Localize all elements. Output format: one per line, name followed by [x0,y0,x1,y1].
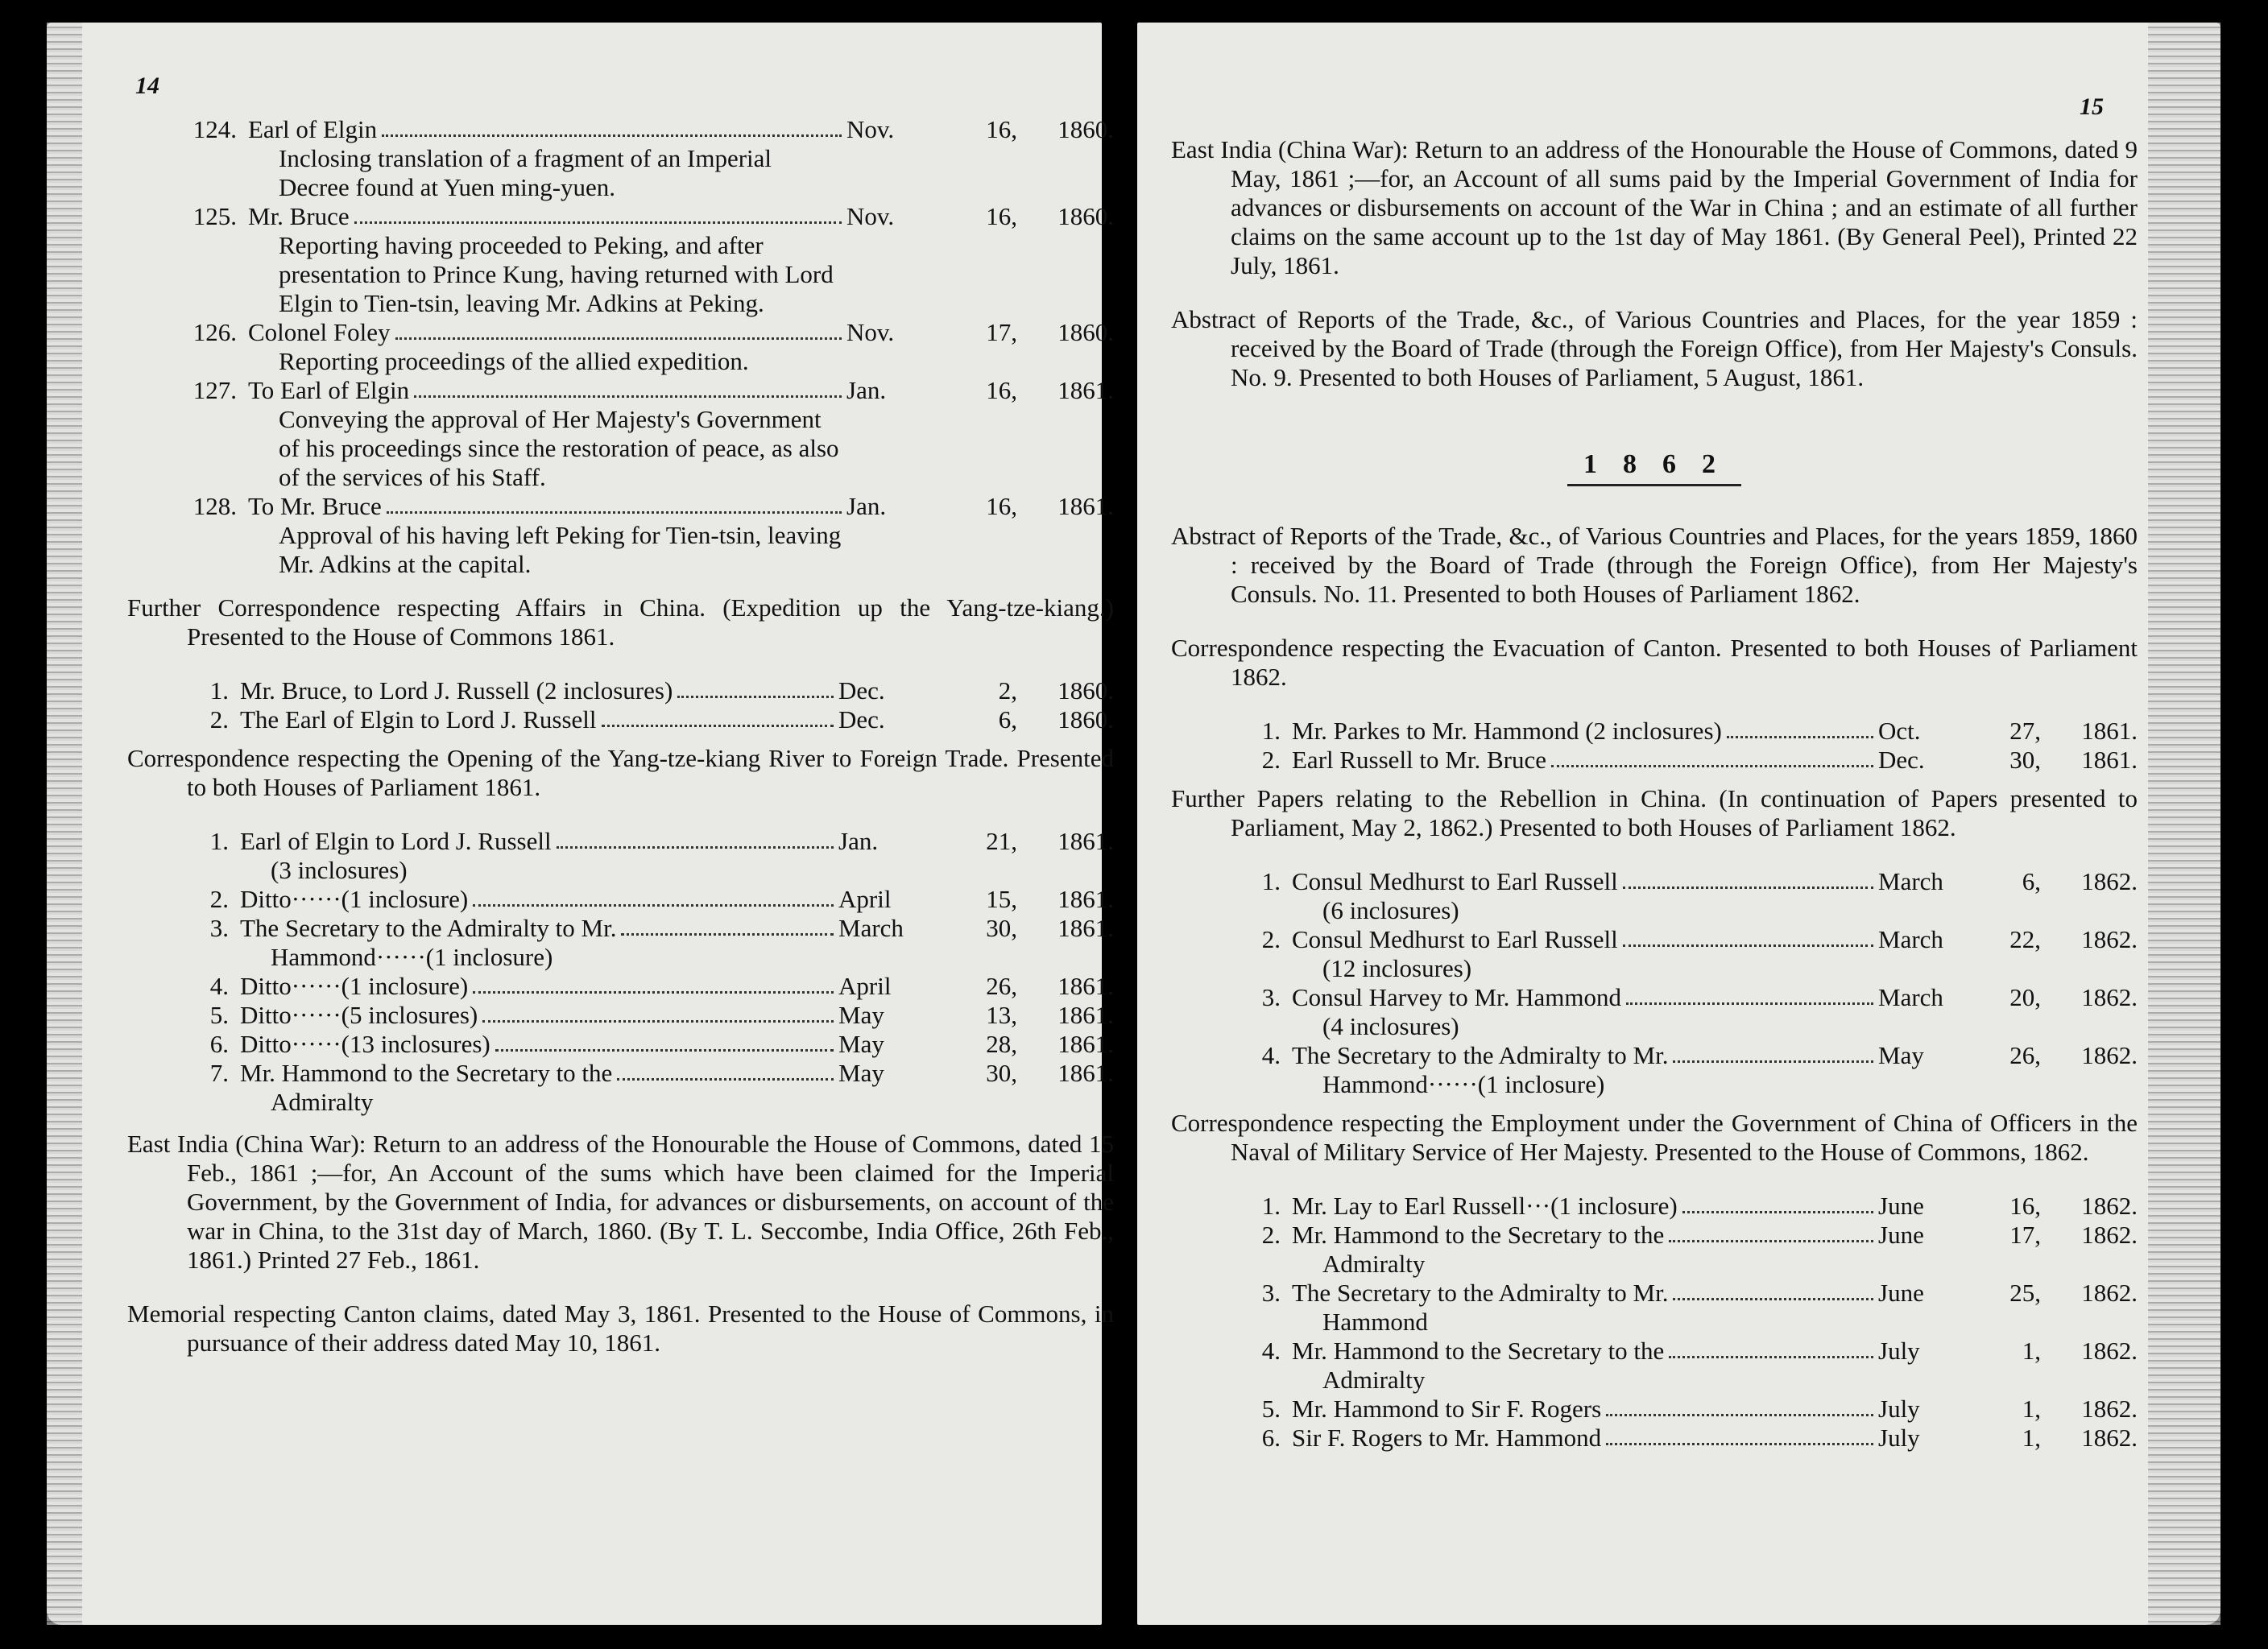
date-year: 1861. [1057,1030,1114,1058]
date-day: 26, [986,972,1017,1000]
item-title: To Mr. Bruce [248,492,382,520]
item-title-line [248,492,846,521]
date-year: 1860. [1057,676,1114,705]
right-page-content [1171,135,2138,1453]
list-item [127,885,1114,914]
item-title-line [240,676,838,705]
date-day: 17, [986,318,1017,346]
item-title-line [240,885,838,914]
date-month: May [838,1059,884,1087]
item-title-line [1292,1395,1878,1424]
item-description: Admiralty [1322,1250,1426,1278]
item-title-line [240,914,838,943]
date-day: 13, [986,1001,1017,1029]
item-number: 5. [209,1001,229,1029]
date-day: 1, [2022,1337,2041,1365]
date-day: 26, [2009,1041,2041,1069]
item-title: Earl of Elgin to Lord J. Russell [240,827,552,855]
item-list [1171,717,2138,775]
leader-dots [382,115,842,137]
list-item [1171,1221,2138,1279]
item-title: Earl Russell to Mr. Bruce [1292,746,1546,774]
item-title-line [1292,1424,1878,1453]
leader-dots [395,318,842,340]
section-heading: Correspondence respecting the Employment under the Government of China of Officers in the Naval of Military Service of Her Majesty. Presented to the House of Commons, 1862. [1171,1109,2138,1166]
year-heading: 1862 [1171,450,2138,486]
item-number: 6. [209,1030,229,1058]
date-year: 1861. [2081,746,2138,774]
leader-dots [557,827,834,849]
item-list [127,827,1114,1117]
date-day: 2, [998,676,1017,705]
date-day: 1, [2022,1424,2041,1452]
right-page [1137,23,2220,1625]
item-title-line [1292,867,1878,896]
date-day: 6, [2022,867,2041,895]
item-description: (4 inclosures) [1322,1012,1459,1040]
item-number: 6. [1261,1424,1281,1452]
item-number: 3. [1261,983,1281,1011]
memorial-paragraph: Memorial respecting Canton claims, dated May 3, 1861. Presented to the House of Commons, in pursuance of their address dated May 10, 1861. [127,1300,1114,1357]
date-month: June [1878,1192,1924,1220]
date-year: 1862. [2081,1424,2138,1452]
page-number: 14 [135,72,159,99]
date-year: 1861. [2081,717,2138,745]
list-item [127,202,1114,318]
item-title-line [1292,717,1878,746]
date-year: 1862. [2081,1041,2138,1069]
date-day: 17, [2009,1221,2041,1249]
date-day: 6, [998,705,1017,734]
date-day: 16, [986,492,1017,520]
item-title-line [248,202,846,231]
item-description: (3 inclosures) [271,856,408,884]
list-item [1171,983,2138,1041]
east-india-paragraph: East India (China War): Return to an address of the Honourable the House of Commons, dated 15 Feb., 1861 ;—for, An Account of the sums which have been claimed for the Imperial Government, by the Government of India, for advances or disbursements, on account of the war in China, to the 31st day of March, 1860. (By T. L. Seccombe, India Office, 26th Feb., 1861.) Printed 27 Feb., 1861. [127,1130,1114,1274]
list-item [127,705,1114,734]
item-description: Admiralty [1322,1366,1426,1394]
item-number: 5. [1261,1395,1281,1423]
date-month: March [1878,983,1943,1011]
date-year: 1860. [1057,115,1114,143]
list-item [1171,746,2138,775]
list-item [127,1030,1114,1059]
item-title: To Earl of Elgin [248,376,410,404]
item-number: 1. [1261,1192,1281,1220]
leader-dots [1551,746,1873,767]
item-description: Hammond [1322,1308,1428,1336]
item-title: Earl of Elgin [248,115,378,143]
date-month: March [838,914,904,942]
list-item [127,115,1114,202]
date-year: 1861. [1057,492,1114,520]
date-month: May [1878,1041,1924,1069]
date-month: Dec. [838,705,885,734]
left-page [47,23,1114,1625]
item-title-line [240,972,838,1001]
list-item [1171,1424,2138,1453]
date-month: Oct. [1878,717,1921,745]
leader-dots [387,492,842,514]
leader-dots [473,885,834,907]
page-edge-shadow [2148,23,2220,1625]
date-day: 16, [986,202,1017,230]
item-number: 7. [209,1059,229,1087]
item-title: The Secretary to the Admiralty to Mr. [1292,1041,1669,1069]
leader-dots [677,676,834,698]
list-item [127,972,1114,1001]
item-description: Inclosing translation of a fragment of an Imperial Decree found at Yuen ming-yuen. [279,144,772,201]
list-item [127,827,1114,885]
item-title: Mr. Parkes to Mr. Hammond (2 inclosures) [1292,717,1722,745]
date-day: 30, [986,1059,1017,1087]
item-list [1171,867,2138,1099]
item-title-line [1292,746,1878,775]
page-edge-shadow [47,23,82,1625]
item-title: Mr. Lay to Earl Russell···(1 inclosure) [1292,1192,1678,1220]
item-number: 2. [1261,1221,1281,1249]
item-title: The Secretary to the Admiralty to Mr. [1292,1279,1669,1307]
item-title-line [1292,983,1878,1012]
item-title: Mr. Hammond to the Secretary to the [240,1059,613,1087]
item-number: 127. [192,376,237,404]
date-month: May [838,1001,884,1029]
item-number: 1. [209,676,229,705]
list-item [127,1001,1114,1030]
date-day: 30, [2009,746,2041,774]
date-year: 1861. [1057,972,1114,1000]
leader-dots [602,705,834,727]
leader-dots [414,376,842,398]
date-year: 1862. [2081,867,2138,895]
item-title-line [1292,1337,1878,1366]
date-year: 1862. [2081,925,2138,953]
date-day: 27, [2009,717,2041,745]
leader-dots [1606,1395,1873,1416]
item-title: Ditto······(5 inclosures) [240,1001,478,1029]
date-day: 20, [2009,983,2041,1011]
date-day: 22, [2009,925,2041,953]
item-title-line [248,318,846,347]
abstract-paragraph: Abstract of Reports of the Trade, &c., of Various Countries and Places, for the years 1859, 1860 : received by the Board of Trade (through the Foreign Office), from Her Majesty's Consuls. No. 11. Presented to both Houses of Parliament 1862. [1171,522,2138,608]
section-heading: Further Papers relating to the Rebellion in China. (In continuation of Papers presented to Parliament, May 2, 1862.) Presented to both Houses of Parliament 1862. [1171,784,2138,841]
item-title-line [1292,925,1878,954]
date-year: 1861. [1057,1059,1114,1087]
item-title: The Secretary to the Admiralty to Mr. [240,914,617,942]
item-number: 4. [209,972,229,1000]
item-title: Consul Medhurst to Earl Russell [1292,867,1618,895]
date-year: 1862. [2081,983,2138,1011]
date-month: March [1878,867,1943,895]
date-year: 1860. [1057,318,1114,346]
item-title: Sir F. Rogers to Mr. Hammond [1292,1424,1602,1452]
east-india-paragraph: East India (China War): Return to an address of the Honourable the House of Commons, dated 9 May, 1861 ;—for, an Account of all sums paid by the Imperial Government of India for advances or disbursements on account of the War in China ; and an estimate of all further claims on the same account up to the 1st day of May 1861. (By General Peel), Printed 22 July, 1861. [1171,135,2138,279]
date-day: 1, [2022,1395,2041,1423]
item-title: Mr. Hammond to Sir F. Rogers [1292,1395,1602,1423]
item-description: Admiralty [271,1088,374,1116]
date-month: Jan. [846,492,887,520]
list-item [1171,1041,2138,1099]
list-item [1171,925,2138,983]
list-item [1171,1279,2138,1337]
item-number: 4. [1261,1041,1281,1069]
date-month: July [1878,1337,1920,1365]
item-list [127,676,1114,734]
item-title: The Earl of Elgin to Lord J. Russell [240,705,597,734]
item-number: 124. [192,115,237,143]
item-title: Mr. Bruce [248,202,350,230]
leader-dots [1606,1424,1873,1445]
list-item [127,376,1114,492]
item-number: 1. [209,827,229,855]
date-month: April [838,972,892,1000]
date-month: Nov. [846,202,895,230]
item-description: (12 inclosures) [1322,954,1472,982]
section-heading: Correspondence respecting the Evacuation of Canton. Presented to both Houses of Parliament 1862. [1171,634,2138,691]
date-day: 15, [986,885,1017,913]
date-day: 16, [986,376,1017,404]
item-title-line [1292,1221,1878,1250]
item-title: Ditto······(1 inclosure) [240,972,469,1000]
item-number: 2. [1261,746,1281,774]
date-year: 1862. [2081,1279,2138,1307]
item-list [1171,1192,2138,1453]
date-day: 16, [986,115,1017,143]
leader-dots [1623,925,1873,947]
leader-dots [621,914,834,936]
list-item [1171,1192,2138,1221]
date-month: March [1878,925,1943,953]
date-month: July [1878,1424,1920,1452]
list-item [1171,867,2138,925]
item-number: 125. [192,202,237,230]
list-item [1171,1395,2138,1424]
item-description: Reporting having proceeded to Peking, and after presentation to Prince Kung, having returned with Lord Elgin to Tien-tsin, leaving Mr. Adkins at Peking. [279,231,834,317]
date-year: 1862. [2081,1192,2138,1220]
date-year: 1860. [1057,202,1114,230]
item-title: Ditto······(1 inclosure) [240,885,469,913]
item-number: 3. [1261,1279,1281,1307]
item-title-line [1292,1041,1878,1070]
item-title: Colonel Foley [248,318,391,346]
date-month: Dec. [1878,746,1925,774]
item-number: 2. [209,705,229,734]
leader-dots [482,1001,834,1023]
item-number: 3. [209,914,229,942]
item-title-line [248,376,846,405]
date-day: 28, [986,1030,1017,1058]
abstract-paragraph: Abstract of Reports of the Trade, &c., of Various Countries and Places, for the year 1859 : received by the Board of Trade (through the Foreign Office), from Her Majesty's Consuls. No. 9. Presented to both Houses of Parliament, 5 August, 1861. [1171,305,2138,391]
list-item [127,1059,1114,1117]
dispatch-list [127,115,1114,579]
item-title: Consul Medhurst to Earl Russell [1292,925,1618,953]
leader-dots [1669,1221,1873,1242]
date-month: Jan. [846,376,887,404]
item-title-line [240,1030,838,1059]
date-month: Jan. [838,827,879,855]
list-item [1171,717,2138,746]
section-heading: Further Correspondence respecting Affairs in China. (Expedition up the Yang-tze-kiang.) Presented to the House of Commons 1861. [127,593,1114,651]
item-description: Hammond······(1 inclosure) [1322,1070,1605,1098]
item-title: Mr. Hammond to the Secretary to the [1292,1221,1665,1249]
item-number: 128. [192,492,237,520]
date-year: 1861. [1057,885,1114,913]
date-month: Nov. [846,318,895,346]
item-title: Mr. Hammond to the Secretary to the [1292,1337,1665,1365]
date-year: 1861. [1057,827,1114,855]
leader-dots [1669,1337,1873,1358]
item-title: Consul Harvey to Mr. Hammond [1292,983,1621,1011]
date-year: 1862. [2081,1395,2138,1423]
date-year: 1862. [2081,1221,2138,1249]
date-day: 16, [2009,1192,2041,1220]
date-month: Dec. [838,676,885,705]
item-title-line [240,827,838,856]
date-month: Nov. [846,115,895,143]
list-item [127,914,1114,972]
item-title-line [1292,1279,1878,1308]
leader-dots [1626,983,1873,1005]
item-title: Mr. Bruce, to Lord J. Russell (2 inclosures) [240,676,673,705]
item-number: 1. [1261,717,1281,745]
leader-dots [354,202,842,224]
item-description: (6 inclosures) [1322,896,1459,924]
date-month: July [1878,1395,1920,1423]
date-month: April [838,885,892,913]
item-title-line [1292,1192,1878,1221]
item-title-line [240,1001,838,1030]
left-page-content [127,115,1114,1382]
item-description: Approval of his having left Peking for Tien-tsin, leaving Mr. Adkins at the capital. [279,521,842,578]
item-title-line [240,705,838,734]
leader-dots [1673,1041,1873,1063]
item-number: 2. [209,885,229,913]
date-year: 1861. [1057,1001,1114,1029]
date-year: 1860. [1057,705,1114,734]
section-heading: Correspondence respecting the Opening of the Yang-tze-kiang River to Foreign Trade. Presented to both Houses of Parliament 1861. [127,744,1114,801]
date-day: 25, [2009,1279,2041,1307]
item-number: 126. [192,318,237,346]
item-number: 1. [1261,867,1281,895]
leader-dots [1673,1279,1873,1300]
item-title-line [240,1059,838,1088]
date-year: 1861. [1057,914,1114,942]
leader-dots [1727,717,1873,738]
date-month: May [838,1030,884,1058]
date-month: June [1878,1279,1924,1307]
leader-dots [617,1059,834,1081]
list-item [127,492,1114,579]
date-year: 1861. [1057,376,1114,404]
page-number: 15 [2080,93,2104,120]
item-description: Reporting proceedings of the allied expedition. [279,347,749,375]
leader-dots [473,972,834,994]
date-year: 1862. [2081,1337,2138,1365]
item-number: 4. [1261,1337,1281,1365]
item-description: Conveying the approval of Her Majesty's Government of his proceedings since the restoration of peace, as also of the services of his Staff. [279,405,839,491]
item-number: 2. [1261,925,1281,953]
list-item [127,318,1114,376]
leader-dots [1623,867,1873,889]
list-item [1171,1337,2138,1395]
date-day: 21, [986,827,1017,855]
list-item [127,676,1114,705]
item-description: Hammond······(1 inclosure) [271,943,553,971]
item-title-line [248,115,846,144]
date-day: 30, [986,914,1017,942]
leader-dots [495,1030,834,1052]
item-title: Ditto······(13 inclosures) [240,1030,490,1058]
leader-dots [1682,1192,1873,1213]
date-month: June [1878,1221,1924,1249]
